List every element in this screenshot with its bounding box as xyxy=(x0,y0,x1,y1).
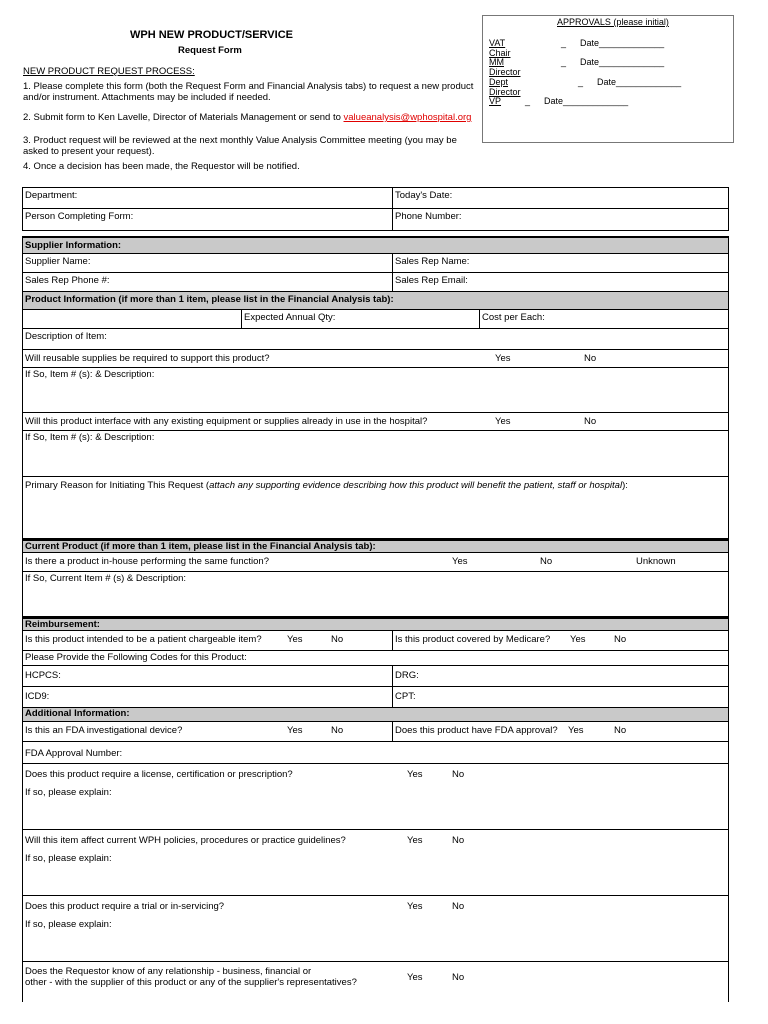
trial-yes[interactable]: Yes xyxy=(407,901,423,912)
step-3: 3. Product request will be reviewed at the next monthly Value Analysis Committee meeting (you may be asked to present your request). xyxy=(23,135,457,157)
approval-role: MM Director xyxy=(489,57,521,77)
codes-prompt: Please Provide the Following Codes for this Product: xyxy=(25,652,247,663)
date-blank: Date_____________ xyxy=(544,96,629,106)
additional-section-header: Additional Information: xyxy=(25,708,130,719)
email-link[interactable]: valueanalysis@wphospital.org xyxy=(343,112,472,123)
date-blank: Date_____________ xyxy=(597,77,682,87)
cpt-field[interactable]: CPT: xyxy=(392,687,728,707)
approval-role: VAT Chair xyxy=(489,38,511,58)
chargeable-row xyxy=(23,631,392,650)
annual-qty-field[interactable]: Expected Annual Qty: xyxy=(241,310,479,328)
reason-italic: attach any supporting evidence describing how this product will benefit the patient, staff or hospital xyxy=(209,480,623,491)
fda-approval-no[interactable]: No xyxy=(614,725,627,736)
drg-field[interactable]: DRG: xyxy=(392,666,728,686)
approval-role: VP xyxy=(489,96,502,106)
reimbursement-section-header: Reimbursement: xyxy=(25,619,100,630)
inhouse-yes[interactable]: Yes xyxy=(452,556,468,567)
department-field[interactable]: Department: xyxy=(25,190,78,201)
current-item-description[interactable]: If So, Current Item # (s) & Description: xyxy=(25,573,187,584)
reusable-item-description[interactable]: If So, Item # (s): & Description: xyxy=(25,369,155,380)
interface-item-description[interactable]: If So, Item # (s): & Description: xyxy=(25,432,155,443)
form-subtitle: Request Form xyxy=(178,45,242,56)
approval-role: Dept Director xyxy=(489,77,521,97)
policies-no[interactable]: No xyxy=(452,835,465,846)
relationship-question-line2: other - with the supplier of this product or any of the supplier's representatives? xyxy=(25,977,357,988)
fda-approval-row xyxy=(392,722,728,741)
reusable-yes[interactable]: Yes xyxy=(495,353,511,364)
license-yes[interactable]: Yes xyxy=(407,769,423,780)
relationship-question-line1: Does the Requestor know of any relationship - business, financial or xyxy=(25,966,312,977)
description-field[interactable]: Description of Item: xyxy=(25,331,107,342)
reason-prefix: Primary Reason for Initiating This Request ( xyxy=(25,480,210,491)
date-blank: Date_____________ xyxy=(580,57,665,67)
fda-investigational-yes[interactable]: Yes xyxy=(287,725,303,736)
medicare-no[interactable]: No xyxy=(614,634,627,645)
medicare-row xyxy=(392,631,728,650)
person-completing-field[interactable]: Person Completing Form: xyxy=(25,211,134,222)
inhouse-unknown[interactable]: Unknown xyxy=(636,556,676,567)
license-no[interactable]: No xyxy=(452,769,465,780)
license-explain-field[interactable]: If so, please explain: xyxy=(25,787,112,798)
cost-per-each-field[interactable]: Cost per Each: xyxy=(479,310,728,328)
initial-blank: _ xyxy=(561,38,567,48)
request-form-table xyxy=(22,236,729,1002)
product-section-header: Product Information (if more than 1 item, please list in the Financial Analysis tab): xyxy=(25,294,394,305)
medicare-question: Is this product covered by Medicare? xyxy=(395,634,551,645)
todays-date-field[interactable]: Today's Date: xyxy=(392,188,728,208)
fda-investigational-row xyxy=(23,722,392,741)
process-heading: NEW PRODUCT REQUEST PROCESS: xyxy=(23,66,195,77)
medicare-yes[interactable]: Yes xyxy=(570,634,586,645)
license-question: Does this product require a license, certification or prescription? xyxy=(25,769,293,780)
fda-investigational-no[interactable]: No xyxy=(331,725,344,736)
relationship-yes[interactable]: Yes xyxy=(407,972,423,983)
approvals-box xyxy=(482,15,734,143)
trial-question: Does this product require a trial or in-servicing? xyxy=(25,901,225,912)
sales-rep-email-field[interactable]: Sales Rep Email: xyxy=(392,273,728,291)
phone-number-field[interactable]: Phone Number: xyxy=(392,209,728,230)
interface-yes[interactable]: Yes xyxy=(495,416,511,427)
supplier-section-header: Supplier Information: xyxy=(25,240,122,251)
fda-approval-yes[interactable]: Yes xyxy=(568,725,584,736)
reason-suffix: ): xyxy=(622,480,628,491)
policies-explain-field[interactable]: If so, please explain: xyxy=(25,853,112,864)
hcpcs-field[interactable]: HCPCS: xyxy=(25,670,61,681)
fda-approval-question: Does this product have FDA approval? xyxy=(395,725,558,736)
date-blank: Date_____________ xyxy=(580,38,665,48)
fda-approval-number-field[interactable]: FDA Approval Number: xyxy=(25,748,123,759)
step-2-text: 2. Submit form to Ken Lavelle, Director of Materials Management or send to xyxy=(23,112,344,123)
fda-investigational-question: Is this an FDA investigational device? xyxy=(25,725,183,736)
reusable-no[interactable]: No xyxy=(584,353,597,364)
step-2 xyxy=(23,112,483,123)
interface-question: Will this product interface with any existing equipment or supplies already in use in the hospital? xyxy=(25,416,428,427)
inhouse-question: Is there a product in-house performing the same function? xyxy=(25,556,269,567)
step-1: 1. Please complete this form (both the Request Form and Financial Analysis tabs) to request a new product and/or instrument. Attachments may be included if needed. xyxy=(23,81,474,103)
trial-no[interactable]: No xyxy=(452,901,465,912)
chargeable-no[interactable]: No xyxy=(331,634,344,645)
primary-reason-field[interactable] xyxy=(25,480,628,491)
interface-no[interactable]: No xyxy=(584,416,597,427)
approvals-heading: APPROVALS (please initial) xyxy=(557,17,669,27)
sales-rep-phone-field[interactable]: Sales Rep Phone #: xyxy=(25,275,110,286)
chargeable-yes[interactable]: Yes xyxy=(287,634,303,645)
product-name-field[interactable] xyxy=(23,310,241,328)
initial-blank: _ xyxy=(561,57,567,67)
policies-question: Will this item affect current WPH policies, procedures or practice guidelines? xyxy=(25,835,346,846)
supplier-name-field[interactable]: Supplier Name: xyxy=(25,256,91,267)
inhouse-no[interactable]: No xyxy=(540,556,553,567)
general-info-table xyxy=(22,187,729,231)
reusable-question: Will reusable supplies be required to support this product? xyxy=(25,353,270,364)
sales-rep-name-field[interactable]: Sales Rep Name: xyxy=(392,254,728,272)
chargeable-question: Is this product intended to be a patient chargeable item? xyxy=(25,634,262,645)
form-title: WPH NEW PRODUCT/SERVICE xyxy=(130,29,293,41)
current-product-section-header: Current Product (if more than 1 item, please list in the Financial Analysis tab): xyxy=(25,541,376,552)
icd9-field[interactable]: ICD9: xyxy=(25,691,50,702)
step-4: 4. Once a decision has been made, the Requestor will be notified. xyxy=(23,161,300,172)
policies-yes[interactable]: Yes xyxy=(407,835,423,846)
initial-blank: _ xyxy=(578,77,584,87)
initial-blank: _ xyxy=(525,96,531,106)
relationship-no[interactable]: No xyxy=(452,972,465,983)
trial-explain-field[interactable]: If so, please explain: xyxy=(25,919,112,930)
